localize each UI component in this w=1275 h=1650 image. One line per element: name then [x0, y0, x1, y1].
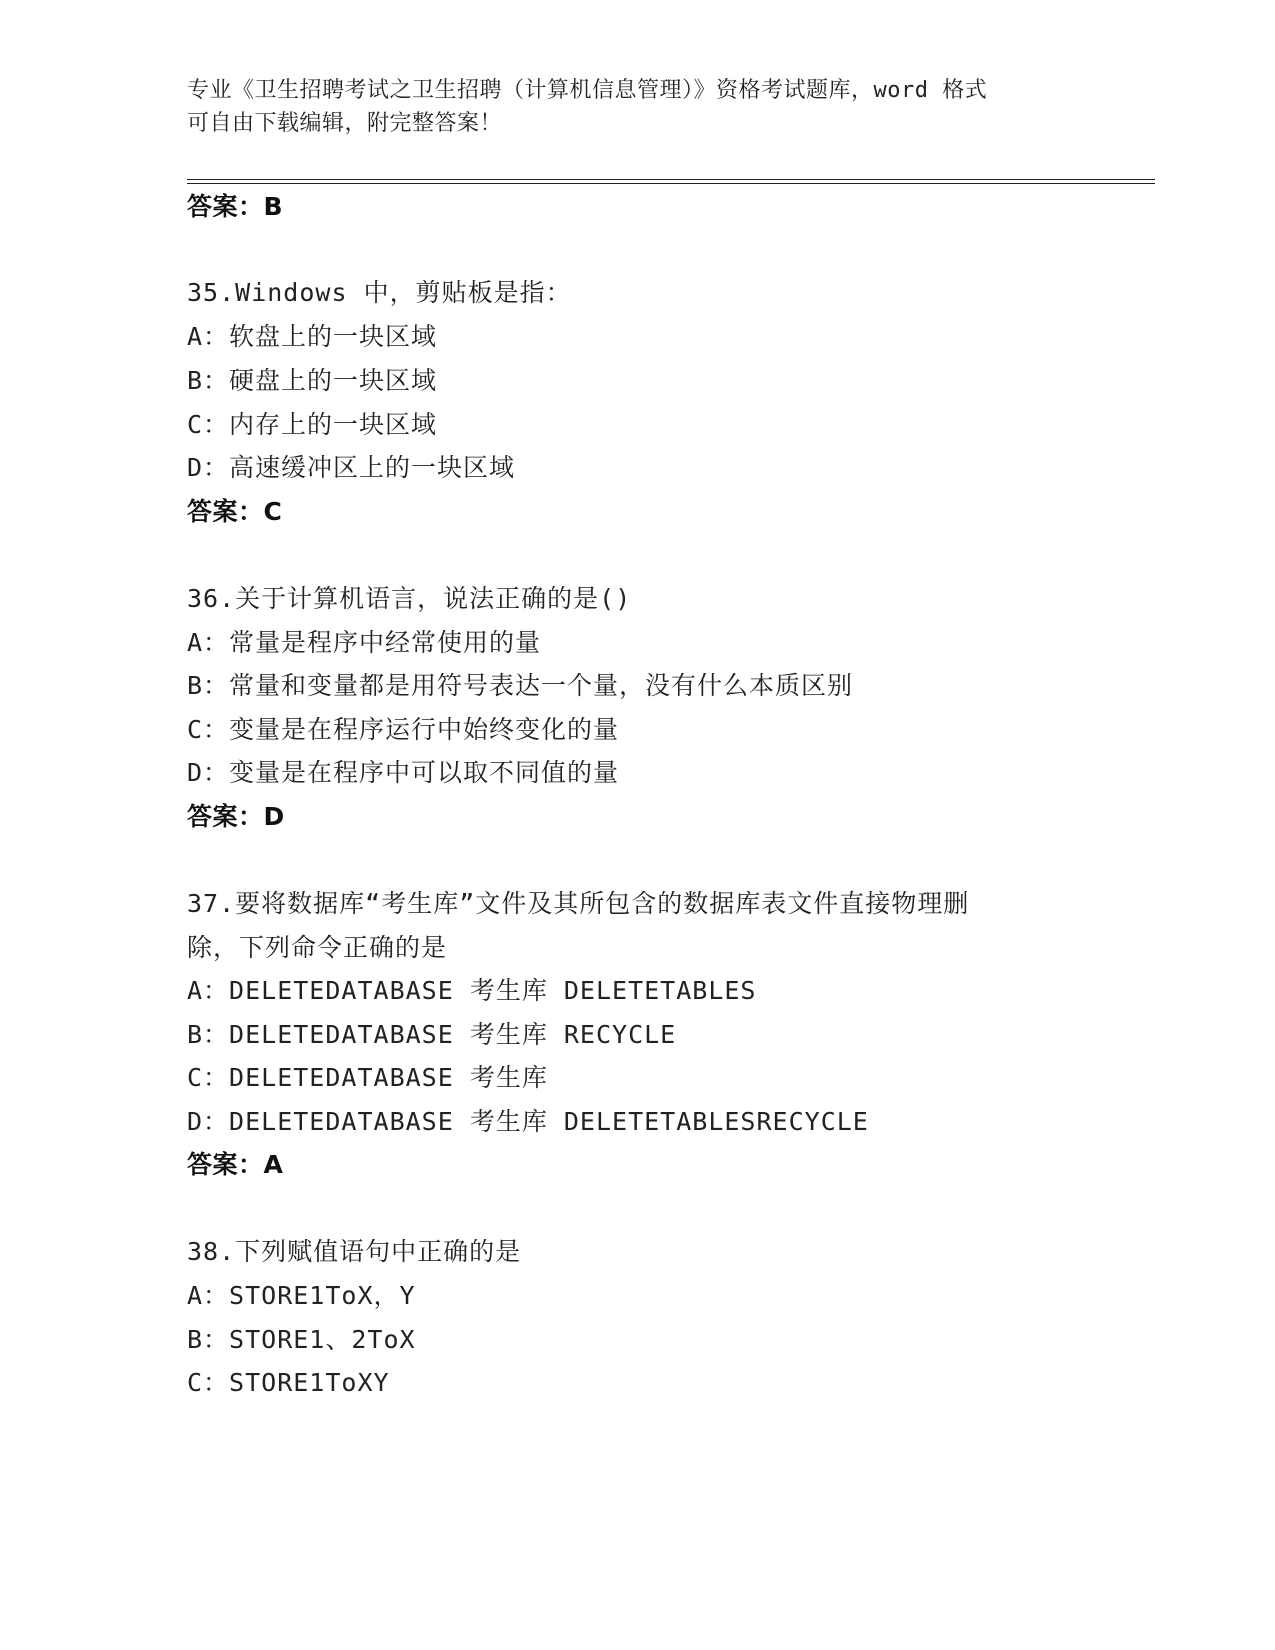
question-35-stem: 35.Windows 中，剪贴板是指：	[187, 278, 572, 307]
question-38-stem: 38.下列赋值语句中正确的是	[187, 1237, 522, 1266]
question-36-option-b: B：常量和变量都是用符号表达一个量，没有什么本质区别	[187, 671, 854, 700]
document-header	[187, 74, 1067, 140]
question-35-option-d: D：高速缓冲区上的一块区域	[187, 453, 516, 482]
question-37-option-a: A：DELETEDATABASE 考生库 DELETETABLES	[187, 976, 757, 1005]
answer-previous: 答案：B	[187, 192, 284, 221]
header-line-1: 专业《卫生招聘考试之卫生招聘（计算机信息管理）》资格考试题库，word 格式	[187, 78, 988, 103]
question-36-stem: 36.关于计算机语言，说法正确的是()	[187, 584, 632, 613]
header-rule-top	[187, 179, 1155, 180]
question-37-option-b: B：DELETEDATABASE 考生库 RECYCLE	[187, 1020, 677, 1049]
question-36-option-d: D：变量是在程序中可以取不同值的量	[187, 758, 620, 787]
question-38-option-a: A：STORE1ToX，Y	[187, 1281, 416, 1310]
question-38-option-b: B：STORE1、2ToX	[187, 1325, 416, 1354]
question-35-option-b: B：硬盘上的一块区域	[187, 366, 438, 395]
question-35-answer: 答案：C	[187, 497, 283, 526]
question-36-answer: 答案：D	[187, 802, 285, 831]
question-37-option-c: C：DELETEDATABASE 考生库	[187, 1063, 548, 1092]
question-37-answer: 答案：A	[187, 1150, 284, 1179]
header-rule-bottom	[187, 183, 1155, 184]
question-37-option-d: D：DELETEDATABASE 考生库 DELETETABLESRECYCLE	[187, 1107, 869, 1136]
question-35-option-a: A：软盘上的一块区域	[187, 322, 438, 351]
header-line-2: 可自由下载编辑，附完整答案！	[187, 111, 503, 136]
question-36-option-a: A：常量是程序中经常使用的量	[187, 628, 542, 657]
question-37-stem-line-1: 37.要将数据库“考生库”文件及其所包含的数据库表文件直接物理删	[187, 889, 970, 918]
question-36-option-c: C：变量是在程序运行中始终变化的量	[187, 715, 620, 744]
question-38-option-c: C：STORE1ToXY	[187, 1368, 390, 1397]
question-35-option-c: C：内存上的一块区域	[187, 410, 438, 439]
question-37-stem-line-2: 除，下列命令正确的是	[187, 933, 448, 962]
